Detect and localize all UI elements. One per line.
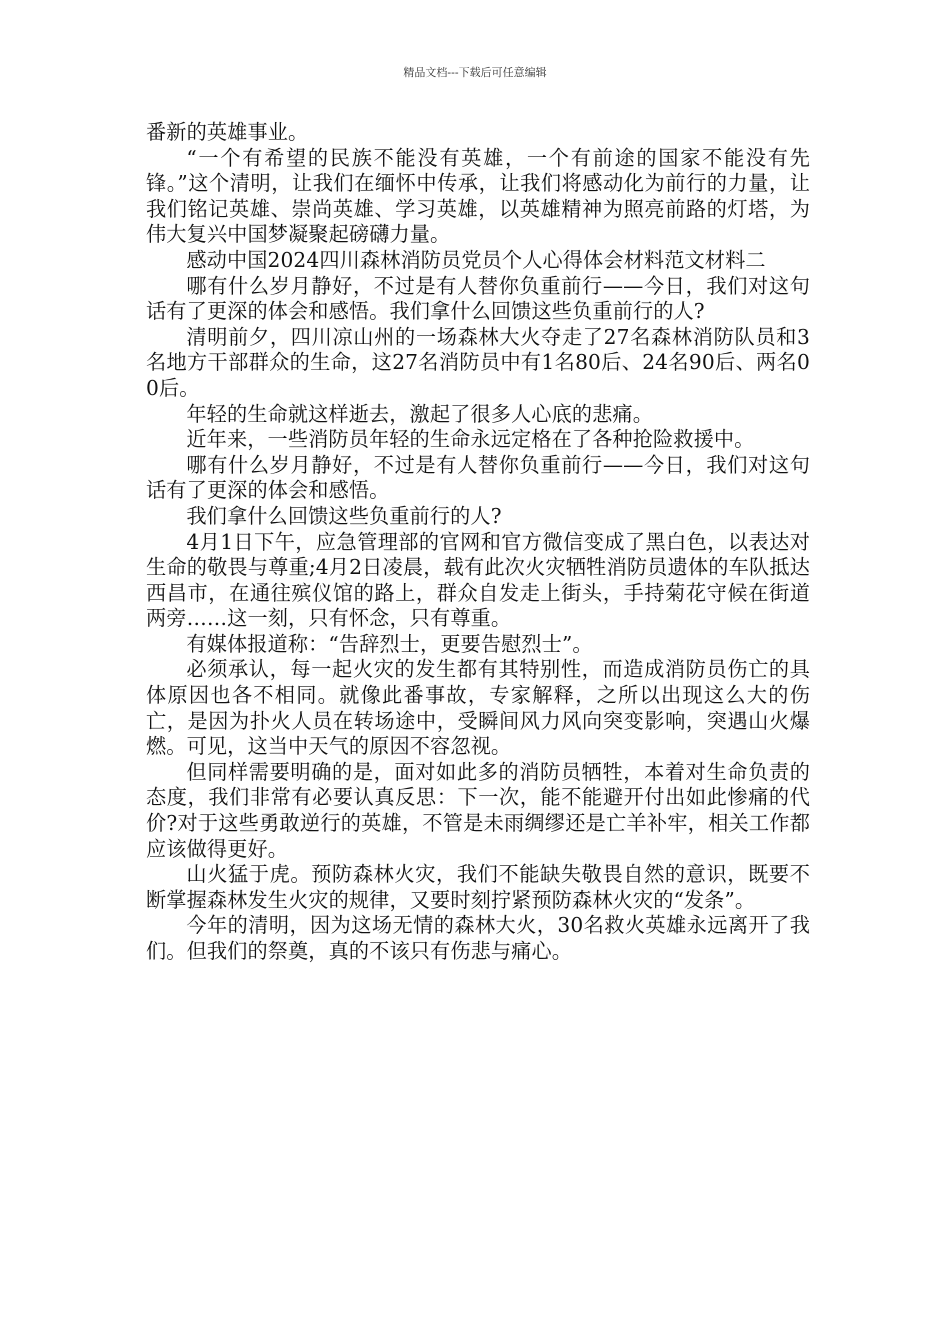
paragraph-11: 有媒体报道称：“告辞烈士，更要告慰烈士”。 [186, 631, 593, 656]
paragraph-4: 哪有什么岁月静好，不过是有人替你负重前行——今日，我们对这句话有了更深的体会和感悟。我们拿什么回馈这些负重前行的人? [146, 273, 810, 324]
paragraph-15: 今年的清明，因为这场无情的森林大火，30名救火英雄永远离开了我们。但我们的祭奠，真的不该只有伤悲与痛心。 [146, 913, 810, 963]
page-header: 精品文档---下载后可任意编辑 [403, 66, 547, 79]
paragraph-2: “一个有希望的民族不能没有英雄，一个有前途的国家不能没有先锋。”这个清明，让我们在缅怀中传承，让我们将感动化为前行的力量，让我们铭记英雄、崇尚英雄、学习英雄，以英雄精神为照亮前路的灯塔，为伟大复兴中国梦凝聚起磅礴力量。 [146, 145, 810, 247]
paragraph-6: 年轻的生命就这样逝去，激起了很多人心底的悲痛。 [186, 401, 654, 426]
paragraph-3-section-title: 感动中国2024四川森林消防员党员个人心得体会材料范文材料二 [186, 247, 766, 272]
paragraph-12: 必须承认，每一起火灾的发生都有其特别性，而造成消防员伤亡的具体原因也各不相同。就像此番事故，专家解释，之所以出现这么大的伤亡，是因为扑火人员在转场途中，受瞬间风力风向突变影响，突遇山火爆燃。可见，这当中天气的原因不容忽视。 [146, 657, 810, 759]
document-body [146, 120, 810, 965]
paragraph-7: 近年来，一些消防员年轻的生命永远定格在了各种抢险救援中。 [186, 427, 755, 452]
paragraph-8: 哪有什么岁月静好，不过是有人替你负重前行——今日，我们对这句话有了更深的体会和感悟。 [146, 452, 810, 503]
paragraph-5: 清明前夕，四川凉山州的一场森林大火夺走了27名森林消防队员和3名地方干部群众的生命，这27名消防员中有1名80后、24名90后、两名00后。 [146, 324, 810, 400]
paragraph-13: 但同样需要明确的是，面对如此多的消防员牺牲，本着对生命负责的态度，我们非常有必要认真反思：下一次，能不能避开付出如此惨痛的代价?对于这些勇敢逆行的英雄，不管是未雨绸缪还是亡羊补牢，相关工作都应该做得更好。 [146, 759, 810, 861]
paragraph-9: 我们拿什么回馈这些负重前行的人? [186, 503, 502, 528]
paragraph-10: 4月1日下午，应急管理部的官网和官方微信变成了黑白色，以表达对生命的敬畏与尊重;4月2日凌晨，载有此次火灾牺牲消防员遗体的车队抵达西昌市，在通往殡仪馆的路上，群众自发走上街头，手持菊花守候在街道两旁……这一刻，只有怀念，只有尊重。 [146, 529, 810, 631]
paragraph-1: 番新的英雄事业。 [146, 120, 309, 144]
paragraph-14: 山火猛于虎。预防森林火灾，我们不能缺失敬畏自然的意识，既要不断掌握森林发生火灾的规律，又要时刻拧紧预防森林火灾的“发条”。 [146, 862, 810, 912]
